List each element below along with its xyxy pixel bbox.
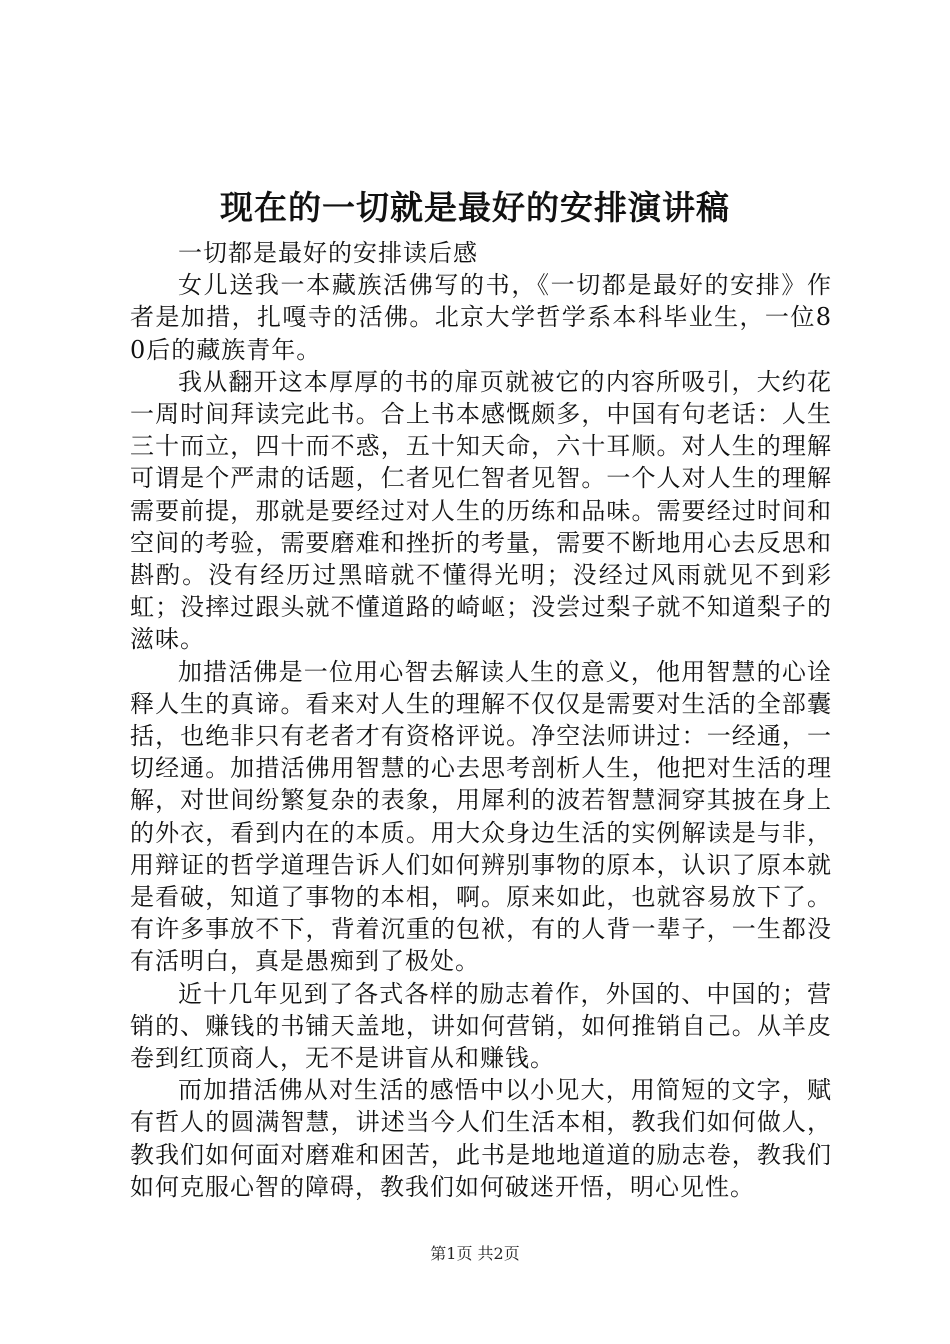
paragraph: 女儿送我一本藏族活佛写的书，《一切都是最好的安排》作者是加措，扎嘎寺的活佛。北京大学哲学系本科毕业生，一位80后的藏族青年。 bbox=[130, 271, 832, 364]
paragraph-subtitle: 一切都是最好的安排读后感 bbox=[178, 239, 478, 267]
paragraph: 加措活佛是一位用心智去解读人生的意义，他用智慧的心诠释人生的真谛。看来对人生的理解不仅仅是需要对生活的全部囊括，也绝非只有老者才有资格评说。净空法师讲过：一经通，一切经通。加措活佛用智慧的心去思考剖析人生，他把对生活的理解，对世间纷繁复杂的表象，用犀利的波若智慧洞穿其披在身上的外衣，看到内在的本质。用大众身边生活的实例解读是与非，用辩证的哲学道理告诉人们如何辨别事物的原本，认识了原本就是看破，知道了事物的本相，啊。原来如此，也就容易放下了。有许多事放不下，背着沉重的包袱，有的人背一辈子，一生都没有活明白，真是愚痴到了极处。 bbox=[130, 657, 832, 976]
paragraph: 近十几年见到了各式各样的励志着作，外国的、中国的；营销的、赚钱的书铺天盖地，讲如何营销，如何推销自己。从羊皮卷到红顶商人，无不是讲盲从和赚钱。 bbox=[130, 979, 832, 1073]
document-body bbox=[130, 237, 832, 1203]
paragraph: 而加措活佛从对生活的感悟中以小见大，用简短的文字，赋有哲人的圆满智慧，讲述当今人们生活本相，教我们如何做人，教我们如何面对磨难和困苦，此书是地地道道的励志卷，教我们如何克服心智的障碍，教我们如何破迷开悟，明心见性。 bbox=[130, 1076, 832, 1201]
paragraph: 我从翻开这本厚厚的书的扉页就被它的内容所吸引，大约花一周时间拜读完此书。合上书本感慨颇多，中国有句老话：人生三十而立，四十而不惑，五十知天命，六十耳顺。对人生的理解可谓是个严肃的话题，仁者见仁智者见智。一个人对人生的理解需要前提，那就是要经过对人生的历练和品味。需要经过时间和空间的考验，需要磨难和挫折的考量，需要不断地用心去反思和斟酌。没有经历过黑暗就不懂得光明；没经过风雨就见不到彩虹；没摔过跟头就不懂道路的崎岖；没尝过梨子就不知道梨子的滋味。 bbox=[130, 367, 832, 654]
document-title: 现在的一切就是最好的安排演讲稿 bbox=[220, 188, 730, 227]
page-number-footer: 第1页 共2页 bbox=[430, 1244, 520, 1263]
